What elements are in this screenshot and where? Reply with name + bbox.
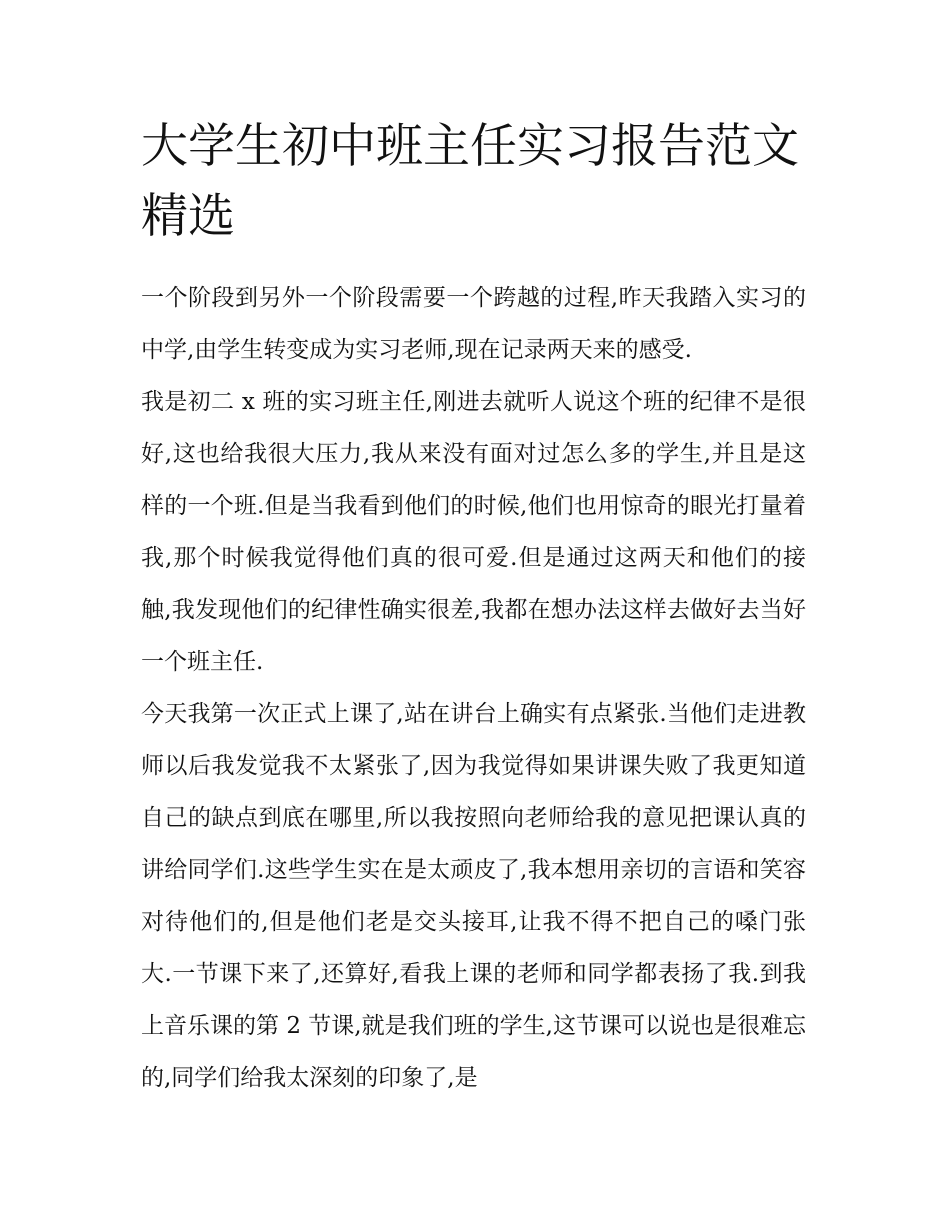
document-title: 大学生初中班主任实习报告范文精选 — [141, 119, 799, 244]
paragraph-2: 我是初二 x 班的实习班主任,刚进去就听人说这个班的纪律不是很好,这也给我很大压力,我从来没有面对过怎么多的学生,并且是这样的一个班.但是当我看到他们的时候,他们也用惊奇的眼光打量着我,那个时候我觉得他们真的很可爱.但是通过这两天和他们的接触,我发现他们的纪律性确实很差,我都在想办法这样去做好去当好一个班主任. — [141, 389, 806, 675]
paragraph-1: 一个阶段到另外一个阶段需要一个跨越的过程,昨天我踏入实习的中学,由学生转变成为实习老师,现在记录两天来的感受. — [141, 285, 806, 363]
paragraph-3: 今天我第一次正式上课了,站在讲台上确实有点紧张.当他们走进教师以后我发觉我不太紧张了,因为我觉得如果讲课失败了我更知道自己的缺点到底在哪里,所以我按照向老师给我的意见把课认真的讲给同学们.这些学生实在是太顽皮了,我本想用亲切的言语和笑容对待他们的,但是他们老是交头接耳,让我不得不把自己的嗓门张大.一节课下来了,还算好,看我上课的老师和同学都表扬了我.到我上音乐课的第 2 节课,就是我们班的学生,这节课可以说也是很难忘的,同学们给我太深刻的印象了,是 — [141, 701, 806, 1091]
document-body — [141, 112, 806, 1104]
